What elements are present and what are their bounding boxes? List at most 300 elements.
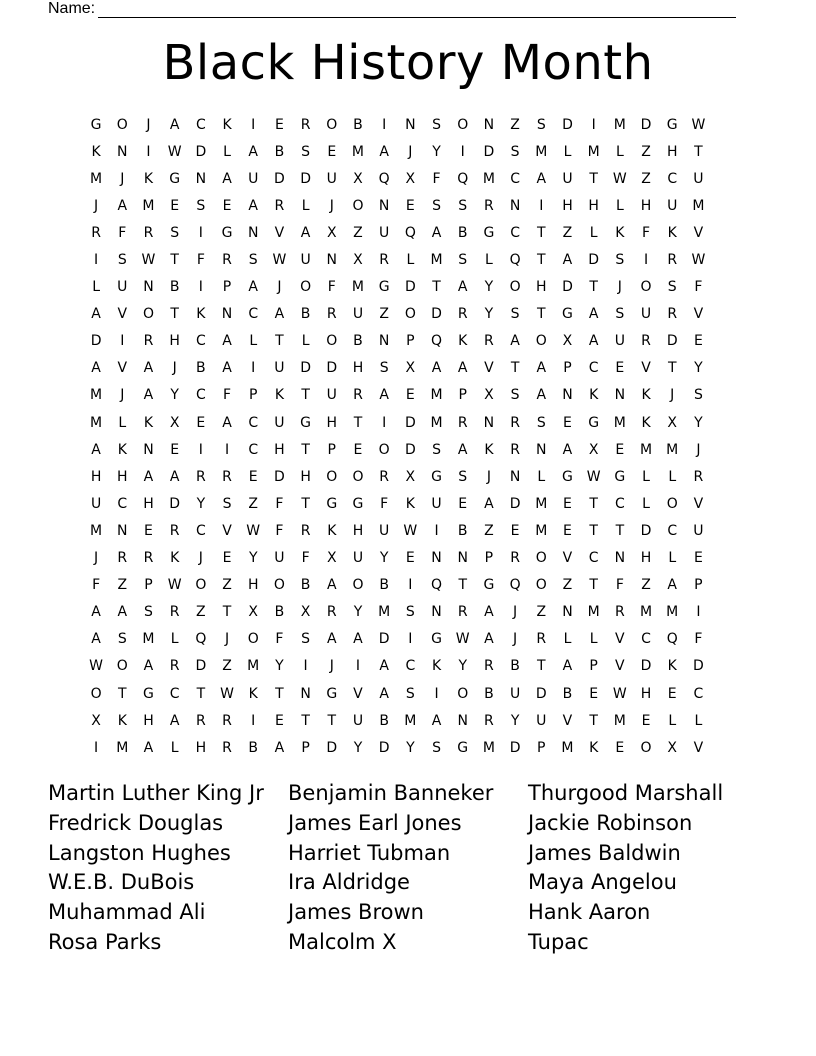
grid-letter[interactable]: A: [143, 658, 154, 675]
grid-letter[interactable]: E: [353, 441, 363, 458]
grid-letter[interactable]: L: [668, 468, 677, 485]
grid-letter[interactable]: A: [431, 360, 442, 377]
grid-letter[interactable]: Q: [509, 577, 521, 594]
grid-letter[interactable]: M: [142, 631, 155, 648]
grid-letter[interactable]: J: [120, 387, 125, 404]
grid-letter[interactable]: R: [379, 252, 390, 269]
grid-letter[interactable]: D: [404, 441, 416, 458]
grid-letter[interactable]: A: [536, 170, 547, 187]
grid-letter[interactable]: K: [667, 658, 677, 675]
grid-letter[interactable]: L: [668, 712, 677, 729]
grid-letter[interactable]: A: [326, 631, 337, 648]
grid-letter[interactable]: F: [432, 170, 441, 187]
grid-letter[interactable]: T: [694, 143, 703, 160]
grid-letter[interactable]: D: [404, 279, 416, 296]
grid-letter[interactable]: G: [457, 739, 469, 756]
grid-letter[interactable]: I: [434, 522, 439, 539]
grid-letter[interactable]: P: [589, 658, 598, 675]
grid-letter[interactable]: B: [457, 224, 468, 241]
grid-letter[interactable]: C: [195, 116, 206, 133]
grid-letter[interactable]: M: [378, 604, 391, 621]
grid-letter[interactable]: F: [301, 550, 310, 567]
grid-letter[interactable]: E: [405, 387, 415, 404]
grid-letter[interactable]: C: [510, 224, 520, 241]
grid-letter[interactable]: V: [117, 306, 128, 323]
grid-letter[interactable]: Y: [694, 414, 703, 431]
grid-letter[interactable]: V: [615, 631, 625, 648]
grid-letter[interactable]: L: [301, 197, 310, 214]
grid-letter[interactable]: H: [640, 550, 652, 567]
grid-letter[interactable]: Y: [275, 658, 284, 675]
grid-letter[interactable]: V: [222, 522, 232, 539]
grid-letter[interactable]: A: [117, 604, 128, 621]
grid-letter[interactable]: M: [692, 197, 705, 214]
grid-letter[interactable]: D: [562, 116, 573, 133]
grid-letter[interactable]: A: [222, 333, 232, 350]
grid-letter[interactable]: I: [408, 631, 413, 648]
grid-letter[interactable]: A: [91, 360, 101, 377]
grid-letter[interactable]: V: [693, 739, 704, 756]
grid-letter[interactable]: C: [195, 522, 206, 539]
grid-letter[interactable]: I: [382, 414, 387, 431]
grid-letter[interactable]: L: [589, 224, 598, 241]
grid-letter[interactable]: B: [169, 279, 180, 296]
grid-letter[interactable]: P: [222, 279, 232, 296]
grid-letter[interactable]: M: [587, 604, 600, 621]
grid-letter[interactable]: A: [379, 685, 389, 702]
grid-letter[interactable]: G: [378, 279, 390, 296]
grid-letter[interactable]: O: [352, 197, 364, 214]
grid-letter[interactable]: D: [300, 360, 311, 377]
grid-letter[interactable]: M: [613, 116, 626, 133]
grid-letter[interactable]: I: [460, 143, 465, 160]
grid-letter[interactable]: A: [457, 441, 468, 458]
grid-letter[interactable]: K: [117, 441, 127, 458]
grid-letter[interactable]: H: [143, 495, 154, 512]
grid-letter[interactable]: X: [300, 604, 311, 621]
grid-letter[interactable]: P: [327, 441, 336, 458]
grid-letter[interactable]: Y: [484, 279, 494, 296]
grid-letter[interactable]: A: [431, 712, 442, 729]
grid-letter[interactable]: T: [510, 360, 520, 377]
grid-letter[interactable]: N: [378, 197, 390, 214]
grid-letter[interactable]: N: [562, 604, 573, 621]
grid-letter[interactable]: Y: [353, 604, 363, 621]
grid-letter[interactable]: C: [667, 170, 678, 187]
grid-letter[interactable]: A: [536, 360, 547, 377]
grid-letter[interactable]: N: [614, 550, 626, 567]
grid-letter[interactable]: C: [195, 387, 206, 404]
grid-letter[interactable]: I: [382, 116, 387, 133]
grid-letter[interactable]: O: [535, 550, 547, 567]
grid-letter[interactable]: Q: [666, 631, 678, 648]
grid-letter[interactable]: S: [432, 739, 441, 756]
grid-letter[interactable]: A: [169, 712, 180, 729]
grid-letter[interactable]: T: [301, 387, 310, 404]
grid-letter[interactable]: O: [352, 468, 364, 485]
grid-letter[interactable]: Z: [248, 495, 259, 512]
grid-letter[interactable]: M: [587, 143, 600, 160]
grid-letter[interactable]: I: [355, 658, 361, 675]
grid-letter[interactable]: R: [536, 631, 547, 648]
grid-letter[interactable]: D: [640, 658, 652, 675]
grid-letter[interactable]: W: [272, 252, 287, 269]
grid-letter[interactable]: K: [117, 712, 127, 729]
grid-letter[interactable]: K: [641, 387, 651, 404]
grid-letter[interactable]: B: [484, 685, 494, 702]
grid-letter[interactable]: W: [141, 252, 156, 269]
grid-letter[interactable]: S: [144, 604, 153, 621]
grid-letter[interactable]: I: [94, 739, 99, 756]
grid-letter[interactable]: R: [143, 550, 154, 567]
grid-letter[interactable]: H: [169, 333, 180, 350]
grid-letter[interactable]: B: [379, 577, 389, 594]
grid-letter[interactable]: C: [248, 414, 259, 431]
grid-letter[interactable]: X: [562, 333, 573, 350]
grid-letter[interactable]: O: [326, 116, 338, 133]
grid-letter[interactable]: Z: [562, 577, 573, 594]
grid-letter[interactable]: N: [614, 387, 626, 404]
grid-letter[interactable]: I: [591, 116, 596, 133]
grid-letter[interactable]: I: [408, 577, 413, 594]
grid-letter[interactable]: B: [353, 333, 363, 350]
grid-letter[interactable]: V: [641, 360, 651, 377]
grid-letter[interactable]: R: [169, 658, 180, 675]
grid-letter[interactable]: N: [509, 468, 521, 485]
grid-letter[interactable]: D: [300, 170, 311, 187]
grid-letter[interactable]: N: [247, 224, 259, 241]
grid-letter[interactable]: W: [691, 116, 706, 133]
grid-letter[interactable]: V: [562, 712, 573, 729]
grid-letter[interactable]: T: [589, 577, 598, 594]
grid-letter[interactable]: V: [693, 495, 704, 512]
grid-letter[interactable]: S: [615, 306, 625, 323]
grid-letter[interactable]: C: [117, 495, 128, 512]
grid-letter[interactable]: Z: [641, 170, 651, 187]
grid-letter[interactable]: Z: [510, 116, 520, 133]
grid-letter[interactable]: Z: [379, 306, 389, 323]
grid-letter[interactable]: N: [431, 550, 442, 567]
grid-letter[interactable]: M: [430, 387, 443, 404]
grid-letter[interactable]: U: [352, 712, 364, 729]
grid-letter[interactable]: Y: [432, 143, 441, 160]
grid-letter[interactable]: N: [509, 197, 521, 214]
grid-letter[interactable]: L: [615, 143, 624, 160]
grid-letter[interactable]: V: [615, 658, 625, 675]
grid-letter[interactable]: M: [90, 170, 103, 187]
grid-letter[interactable]: Z: [353, 224, 363, 241]
grid-letter[interactable]: Q: [431, 333, 443, 350]
grid-letter[interactable]: E: [615, 441, 625, 458]
grid-letter[interactable]: H: [326, 414, 338, 431]
grid-letter[interactable]: T: [537, 224, 546, 241]
grid-letter[interactable]: D: [274, 170, 285, 187]
grid-letter[interactable]: A: [143, 360, 154, 377]
grid-letter[interactable]: H: [143, 712, 154, 729]
grid-letter[interactable]: S: [301, 631, 311, 648]
grid-letter[interactable]: M: [247, 658, 260, 675]
grid-letter[interactable]: J: [329, 197, 334, 214]
grid-letter[interactable]: D: [483, 143, 495, 160]
grid-letter[interactable]: U: [274, 550, 285, 567]
grid-letter[interactable]: W: [246, 522, 261, 539]
grid-letter[interactable]: O: [535, 333, 547, 350]
grid-letter[interactable]: E: [327, 143, 337, 160]
grid-letter[interactable]: Q: [195, 631, 207, 648]
grid-letter[interactable]: K: [222, 116, 232, 133]
grid-letter[interactable]: H: [352, 360, 364, 377]
grid-letter[interactable]: L: [589, 631, 598, 648]
grid-letter[interactable]: S: [510, 387, 520, 404]
grid-letter[interactable]: N: [143, 441, 154, 458]
grid-letter[interactable]: U: [379, 224, 390, 241]
grid-letter[interactable]: U: [300, 252, 311, 269]
grid-letter[interactable]: W: [691, 252, 706, 269]
grid-letter[interactable]: G: [90, 116, 102, 133]
grid-letter[interactable]: S: [405, 604, 415, 621]
grid-letter[interactable]: R: [457, 414, 468, 431]
grid-letter[interactable]: O: [326, 333, 338, 350]
grid-letter[interactable]: D: [640, 522, 652, 539]
grid-letter[interactable]: G: [483, 577, 495, 594]
grid-letter[interactable]: D: [666, 333, 678, 350]
grid-letter[interactable]: Z: [562, 224, 573, 241]
grid-letter[interactable]: O: [509, 279, 521, 296]
grid-letter[interactable]: E: [641, 712, 651, 729]
grid-letter[interactable]: E: [405, 550, 415, 567]
grid-letter[interactable]: N: [457, 550, 468, 567]
grid-letter[interactable]: N: [457, 712, 468, 729]
grid-letter[interactable]: M: [430, 252, 443, 269]
grid-letter[interactable]: C: [614, 495, 625, 512]
grid-letter[interactable]: T: [170, 306, 179, 323]
grid-letter[interactable]: K: [143, 414, 154, 431]
grid-letter[interactable]: F: [118, 224, 127, 241]
grid-letter[interactable]: E: [170, 197, 180, 214]
grid-letter[interactable]: W: [612, 685, 627, 702]
grid-letter[interactable]: G: [431, 468, 442, 485]
grid-letter[interactable]: Y: [458, 658, 467, 675]
grid-letter[interactable]: A: [248, 143, 258, 160]
grid-letter[interactable]: A: [274, 306, 285, 323]
grid-letter[interactable]: S: [536, 116, 546, 133]
grid-letter[interactable]: Z: [641, 577, 651, 594]
grid-letter[interactable]: V: [117, 360, 128, 377]
grid-letter[interactable]: A: [117, 197, 128, 214]
grid-letter[interactable]: Z: [222, 577, 232, 594]
grid-letter[interactable]: I: [643, 252, 649, 269]
grid-letter[interactable]: S: [432, 197, 441, 214]
grid-letter[interactable]: J: [513, 604, 518, 621]
grid-letter[interactable]: U: [379, 522, 390, 539]
grid-letter[interactable]: K: [91, 143, 101, 160]
grid-letter[interactable]: I: [120, 333, 125, 350]
grid-letter[interactable]: Y: [694, 360, 703, 377]
grid-letter[interactable]: A: [169, 116, 180, 133]
grid-letter[interactable]: E: [510, 522, 520, 539]
grid-letter[interactable]: L: [563, 143, 572, 160]
grid-letter[interactable]: P: [484, 550, 494, 567]
grid-letter[interactable]: R: [510, 441, 520, 458]
grid-letter[interactable]: X: [248, 604, 259, 621]
grid-letter[interactable]: Y: [406, 739, 415, 756]
grid-letter[interactable]: L: [301, 333, 310, 350]
grid-letter[interactable]: F: [694, 279, 703, 296]
grid-letter[interactable]: N: [143, 279, 154, 296]
grid-letter[interactable]: N: [405, 116, 416, 133]
grid-letter[interactable]: N: [562, 387, 573, 404]
grid-letter[interactable]: R: [510, 550, 520, 567]
grid-letter[interactable]: L: [92, 279, 100, 296]
grid-letter[interactable]: K: [248, 685, 258, 702]
grid-letter[interactable]: J: [670, 387, 675, 404]
grid-letter[interactable]: M: [90, 387, 103, 404]
grid-letter[interactable]: R: [300, 116, 311, 133]
grid-letter[interactable]: B: [274, 143, 285, 160]
grid-letter[interactable]: R: [274, 197, 285, 214]
grid-letter[interactable]: D: [509, 739, 521, 756]
grid-letter[interactable]: S: [432, 441, 441, 458]
grid-letter[interactable]: C: [248, 306, 259, 323]
grid-letter[interactable]: U: [693, 522, 704, 539]
grid-letter[interactable]: C: [195, 333, 206, 350]
grid-letter[interactable]: R: [169, 522, 180, 539]
grid-letter[interactable]: F: [327, 279, 336, 296]
grid-letter[interactable]: V: [274, 224, 285, 241]
grid-letter[interactable]: J: [277, 279, 282, 296]
grid-letter[interactable]: N: [117, 522, 128, 539]
grid-letter[interactable]: G: [352, 495, 364, 512]
grid-letter[interactable]: L: [223, 143, 231, 160]
grid-letter[interactable]: T: [301, 441, 310, 458]
grid-letter[interactable]: X: [588, 441, 599, 458]
grid-letter[interactable]: O: [195, 577, 207, 594]
grid-letter[interactable]: T: [589, 712, 598, 729]
grid-letter[interactable]: I: [198, 224, 203, 241]
grid-letter[interactable]: M: [639, 604, 653, 621]
grid-letter[interactable]: R: [143, 333, 154, 350]
grid-letter[interactable]: O: [404, 306, 416, 323]
grid-letter[interactable]: Q: [509, 252, 521, 269]
grid-letter[interactable]: E: [170, 441, 180, 458]
grid-letter[interactable]: J: [94, 550, 99, 567]
grid-letter[interactable]: S: [222, 495, 232, 512]
grid-letter[interactable]: A: [353, 631, 363, 648]
grid-letter[interactable]: D: [326, 360, 338, 377]
grid-letter[interactable]: X: [484, 387, 494, 404]
grid-letter[interactable]: J: [513, 631, 518, 648]
grid-letter[interactable]: P: [694, 577, 703, 594]
grid-letter[interactable]: M: [482, 170, 495, 187]
grid-letter[interactable]: R: [143, 224, 154, 241]
grid-letter[interactable]: L: [563, 631, 572, 648]
grid-letter[interactable]: K: [143, 170, 154, 187]
grid-letter[interactable]: Q: [431, 577, 443, 594]
grid-letter[interactable]: Y: [353, 739, 363, 756]
grid-letter[interactable]: T: [537, 658, 546, 675]
grid-letter[interactable]: K: [170, 550, 180, 567]
grid-letter[interactable]: G: [483, 224, 495, 241]
grid-letter[interactable]: I: [198, 279, 203, 296]
grid-letter[interactable]: H: [90, 468, 102, 485]
grid-letter[interactable]: M: [351, 279, 365, 296]
grid-letter[interactable]: B: [353, 116, 363, 133]
grid-letter[interactable]: U: [326, 387, 337, 404]
grid-letter[interactable]: R: [222, 252, 232, 269]
grid-letter[interactable]: D: [169, 495, 181, 512]
grid-letter[interactable]: D: [693, 658, 704, 675]
grid-letter[interactable]: Z: [641, 143, 651, 160]
grid-letter[interactable]: W: [167, 577, 182, 594]
grid-letter[interactable]: E: [274, 712, 284, 729]
grid-letter[interactable]: A: [588, 333, 599, 350]
grid-letter[interactable]: D: [562, 279, 573, 296]
grid-letter[interactable]: R: [510, 414, 520, 431]
grid-letter[interactable]: Y: [510, 712, 520, 729]
grid-letter[interactable]: D: [640, 116, 652, 133]
grid-letter[interactable]: L: [249, 333, 258, 350]
grid-letter[interactable]: Z: [484, 522, 494, 539]
grid-letter[interactable]: W: [89, 658, 104, 675]
grid-letter[interactable]: I: [251, 360, 256, 377]
grid-letter[interactable]: A: [667, 577, 677, 594]
grid-letter[interactable]: C: [667, 522, 678, 539]
grid-letter[interactable]: I: [696, 604, 701, 621]
grid-letter[interactable]: N: [536, 441, 547, 458]
grid-letter[interactable]: L: [642, 468, 650, 485]
grid-letter[interactable]: R: [484, 197, 494, 214]
grid-letter[interactable]: Y: [379, 550, 389, 567]
grid-letter[interactable]: X: [91, 712, 101, 729]
grid-letter[interactable]: A: [457, 279, 468, 296]
grid-letter[interactable]: E: [222, 550, 232, 567]
grid-letter[interactable]: T: [667, 360, 677, 377]
grid-letter[interactable]: Y: [170, 387, 179, 404]
grid-letter[interactable]: K: [641, 414, 651, 431]
grid-letter[interactable]: I: [434, 685, 439, 702]
grid-letter[interactable]: T: [589, 495, 598, 512]
grid-letter[interactable]: E: [458, 495, 468, 512]
grid-letter[interactable]: C: [693, 685, 704, 702]
grid-letter[interactable]: V: [353, 685, 363, 702]
grid-letter[interactable]: S: [458, 252, 468, 269]
grid-letter[interactable]: U: [431, 495, 442, 512]
name-field[interactable]: [48, 0, 736, 18]
grid-letter[interactable]: J: [329, 658, 334, 675]
grid-letter[interactable]: G: [326, 495, 338, 512]
grid-letter[interactable]: J: [198, 550, 203, 567]
grid-letter[interactable]: P: [301, 739, 310, 756]
grid-letter[interactable]: S: [615, 252, 625, 269]
grid-letter[interactable]: W: [403, 522, 418, 539]
grid-letter[interactable]: H: [247, 577, 259, 594]
grid-letter[interactable]: S: [432, 116, 441, 133]
grid-letter[interactable]: E: [693, 550, 703, 567]
grid-letter[interactable]: B: [300, 577, 311, 594]
grid-letter[interactable]: S: [693, 387, 703, 404]
grid-letter[interactable]: F: [275, 495, 284, 512]
grid-letter[interactable]: M: [116, 739, 129, 756]
grid-letter[interactable]: E: [589, 685, 599, 702]
grid-letter[interactable]: O: [300, 279, 312, 296]
grid-letter[interactable]: R: [484, 333, 494, 350]
grid-letter[interactable]: A: [91, 306, 101, 323]
grid-letter[interactable]: J: [224, 631, 230, 648]
grid-letter[interactable]: A: [222, 360, 232, 377]
grid-letter[interactable]: M: [430, 414, 443, 431]
grid-letter[interactable]: M: [535, 143, 548, 160]
grid-letter[interactable]: A: [484, 604, 494, 621]
